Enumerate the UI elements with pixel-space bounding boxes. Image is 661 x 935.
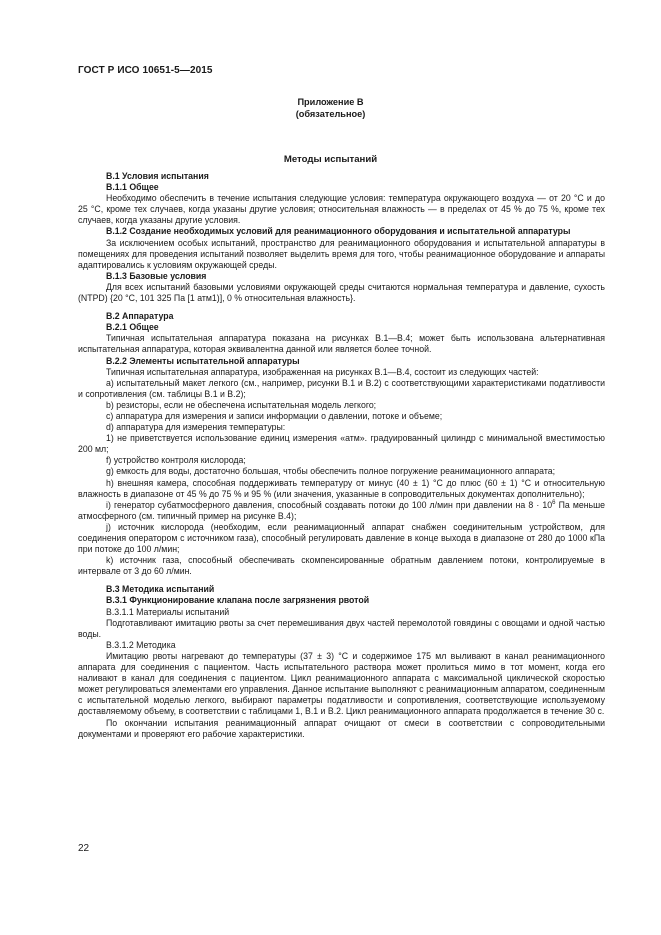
- section-heading: В.3 Методика испытаний: [106, 584, 215, 595]
- paragraph: а) испытательный макет легкого (см., например, рисунки В.1 и В.2) с соответствующими характеристиками податливости и сопротивления (см. таблицы В.1 и В.2);: [78, 377, 605, 399]
- paragraph: g) емкость для воды, достаточно большая, чтобы обеспечить полное погружение реанимационного аппарата;: [106, 466, 556, 477]
- paragraph: [78, 500, 605, 522]
- paragraph: Для всех испытаний базовыми условиями окружающей среды считаются нормальная температура и давление, сухость (NTPD) {20 °С, 101 325 Па [1 атм1)], 0 % относительная влажность}.: [78, 281, 605, 304]
- section-heading: В.1.2 Создание необходимых условий для реанимационного оборудования и испытательной аппаратуры: [106, 226, 571, 237]
- subsection-label: В.3.1.1 Материалы испытаний: [106, 606, 230, 617]
- paragraph: с) аппаратура для измерения и записи информации о давлении, потоке и объеме;: [106, 410, 443, 421]
- subsection-label: В.3.1.2 Методика: [106, 639, 176, 650]
- section-heading: В.1 Условия испытания: [106, 171, 209, 181]
- paragraph: h) внешняя камера, способная поддерживать температуру от минус (40 ± 1) °С до плюс (60 ± 1) °С и относительную влажность в диапазоне от 45 % до 75 % и 95 % (или значения, указанные в сопроводительных документах дополнительно);: [78, 477, 605, 499]
- page-number: 22: [78, 843, 90, 854]
- document-header-id: ГОСТ Р ИСО 10651-5—2015: [78, 65, 213, 76]
- paragraph: 1) не приветствуется использование единиц измерения «атм». градуированный цилиндр с минимальной вместимостью 200 мл;: [78, 433, 605, 455]
- paragraph: Типичная испытательная аппаратура, изображенная на рисунках В.1—В.4, состоит из следующих частей:: [106, 366, 539, 377]
- paragraph: Имитацию рвоты нагревают до температуры (37 ± 3) °С и содержимое 175 мл выливают в канал реанимационного аппарата для соединения с пациентом. Часть испытательного раствора может пролиться мимо в тот момент, когда его наливают в канал для соединения с пациентом. Цикл реанимационного аппарата с максимальной циклической скоростью может регулироваться элементами его управления. Данное испытание выполняют с реанимационным аппаратом, соединенным с испытательной моделью легкого, выбирают параметры податливости и сопротивления, соответствующие используемому доставляемому объему, в соответствии с таблицами 1, В.1 и В.2. Цикл реанимационного аппарата продолжается в течение 30 с.: [78, 650, 605, 717]
- document-body: [78, 171, 605, 740]
- section-title: Методы испытаний: [283, 154, 378, 165]
- superscript: 6: [552, 499, 556, 506]
- section-heading: В.2 Аппаратура: [106, 311, 174, 322]
- paragraph: Подготавливают имитацию рвоты за счет перемешивания двух частей перемолотой говядины с овощами и одной частью воды.: [78, 617, 605, 639]
- paragraph: b) резисторы, если не обеспечена испытательная модель легкого;: [106, 399, 377, 410]
- section-heading: В.1.3 Базовые условия: [106, 270, 207, 281]
- section-heading: В.2.2 Элементы испытательной аппаратуры: [106, 355, 300, 366]
- paragraph: j) источник кислорода (необходим, если реанимационный аппарат снабжен соединительным устройством, для соединения оператором с источником газа), способный регулировать давление в конце выхода в диапазоне от 280 до 1000 кПа при потоке до 100 л/мин;: [78, 521, 605, 555]
- paragraph: k) источник газа, способный обеспечивать скомпенсированные обратным давлением потоки, контролируемые в интервале от 3 до 60 л/мин.: [78, 555, 605, 577]
- paragraph-text: i) генератор субатмосферного давления, способный создавать потоки до 100 л/мин при давлении на 8 · 10: [106, 499, 553, 510]
- paragraph: Необходимо обеспечить в течение испытания следующие условия: температура окружающего воздуха — от 20 °С и до 25 °С, кроме тех случаев, когда указаны другие условия; относительная влажность — в пределах от 45 % до 75 %, кроме тех случаев, когда указаны другие условия.: [78, 193, 605, 226]
- paragraph: f) устройство контроля кислорода;: [106, 455, 246, 466]
- paragraph: d) аппаратура для измерения температуры:: [106, 422, 286, 433]
- paragraph: По окончании испытания реанимационный аппарат очищают от смеси в соответствии с сопроводительными документами и проверяют его рабочие характеристики.: [78, 717, 605, 739]
- paragraph-text: Па меньше атмосферного (см. типичный пример на рисунке В.4);: [78, 499, 605, 521]
- section-heading: В.3.1 Функционирование клапана после загрязнения рвотой: [106, 595, 370, 606]
- paragraph: Типичная испытательная аппаратура показана на рисунках В.1—В.4; может быть использована альтернативная испытательная аппаратура, которая эквивалентна данной или является более точной.: [78, 333, 605, 355]
- appendix-title: Приложение В: [297, 97, 364, 107]
- section-heading: В.2.1 Общее: [106, 322, 159, 333]
- paragraph: За исключением особых испытаний, пространство для реанимационного оборудования и испытательной аппаратуры в помещениях для проведения испытаний позволяет выделить время для того, чтобы реанимационное оборудование и аппараты адаптировались к условиям окружающей среды.: [78, 237, 605, 270]
- section-heading: В.1.1 Общее: [106, 182, 159, 193]
- appendix-status: (обязательное): [295, 109, 366, 119]
